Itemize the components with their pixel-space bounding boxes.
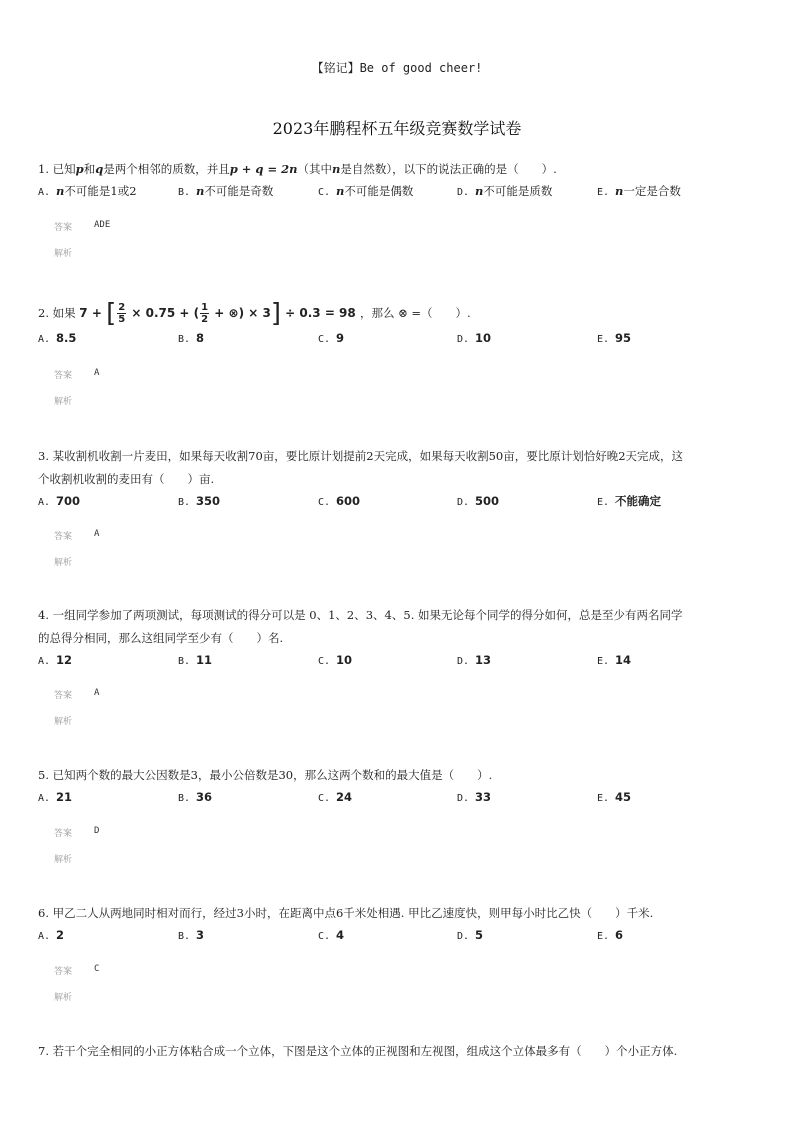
option-label: E. (597, 187, 610, 198)
stem-text: 个收割机收割的麦田有（ ）亩. (38, 472, 215, 486)
option-c (318, 491, 360, 513)
option-text: 95 (615, 331, 632, 345)
options (38, 650, 738, 670)
option-text: 45 (615, 790, 632, 804)
analysis-label: 解析 (54, 993, 73, 1003)
option-a (38, 328, 76, 350)
question-stem (38, 1040, 738, 1063)
page-title: 2023年鹏程杯五年级竞赛数学试卷 (272, 119, 522, 138)
bracket-close: ] (270, 298, 281, 329)
option-c (318, 181, 413, 203)
options (38, 491, 738, 511)
options (38, 181, 738, 201)
option-label: B. (178, 334, 191, 345)
numerator: 1 (201, 302, 209, 313)
option-label: B. (178, 793, 191, 804)
option-text: 14 (615, 653, 632, 667)
option-d (457, 491, 499, 513)
question-number: 3. (38, 449, 49, 463)
option-text: 12 (56, 653, 73, 667)
option-text: 不可能是奇数 (204, 184, 274, 198)
option-label: D. (457, 334, 470, 345)
math-var-n: n (56, 184, 65, 198)
option-a (38, 181, 137, 203)
option-label: C. (318, 187, 331, 198)
option-label: A. (38, 793, 51, 804)
header-motto: 【铭记】Be of good cheer! (311, 61, 483, 75)
question-number: 4. (38, 608, 49, 622)
denominator: 2 (201, 314, 209, 325)
option-b (178, 491, 220, 513)
stem-text: 是自然数），以下的说法正确的是（ ）. (340, 162, 557, 176)
option-text: 10 (336, 653, 353, 667)
math-var-q: q (95, 162, 104, 176)
numerator: 2 (118, 302, 126, 313)
option-text: 9 (336, 331, 345, 345)
question-number: 5. (38, 768, 49, 782)
option-text: 5 (475, 928, 484, 942)
option-e (597, 491, 661, 513)
question-stem (38, 158, 738, 181)
stem-text: 的总得分相同，那么这组同学至少有（ ）名. (38, 631, 284, 645)
fraction (117, 302, 126, 325)
bracket-open: [ (106, 298, 117, 329)
option-text: 不可能是偶数 (344, 184, 414, 198)
expr-part: × 0.75 + ( (131, 306, 200, 320)
question-stem (38, 445, 738, 491)
question-number: 7. (38, 1044, 49, 1058)
question-4 (38, 604, 738, 727)
option-label: D. (457, 497, 470, 508)
option-e (597, 181, 681, 203)
analysis-label: 解析 (54, 855, 73, 865)
analysis-label: 解析 (54, 717, 73, 727)
option-label: C. (318, 334, 331, 345)
option-text: 700 (56, 494, 81, 508)
option-d (457, 328, 491, 350)
option-label: D. (457, 793, 470, 804)
option-label: D. (457, 656, 470, 667)
math-var-n: n (331, 162, 341, 176)
stem-text: ，那么 ⊗ =（ ）. (359, 306, 471, 320)
option-b (178, 328, 204, 350)
answer-value: A (94, 688, 100, 698)
option-text: 8 (196, 331, 205, 345)
option-text: 不可能是质数 (483, 184, 553, 198)
option-e (597, 328, 631, 350)
question-stem (38, 298, 738, 328)
stem-text: 已知 (52, 162, 76, 176)
option-text: 21 (56, 790, 73, 804)
option-d (457, 650, 491, 672)
option-c (318, 328, 344, 350)
option-a (38, 787, 72, 809)
option-text: 一定是合数 (623, 184, 681, 198)
option-text: 10 (475, 331, 492, 345)
question-3 (38, 445, 738, 568)
option-label: B. (178, 656, 191, 667)
option-text: 600 (336, 494, 361, 508)
stem-text: 是两个相邻的质数，并且 (103, 162, 230, 176)
option-b (178, 925, 204, 947)
option-text: 3 (196, 928, 205, 942)
options (38, 925, 738, 945)
option-label: C. (318, 656, 331, 667)
question-number: 1. (38, 162, 49, 176)
option-label: B. (178, 497, 191, 508)
option-d (457, 181, 552, 203)
option-label: E. (597, 931, 610, 942)
options (38, 328, 738, 348)
option-c (318, 787, 352, 809)
option-b (178, 181, 273, 203)
option-text: 24 (336, 790, 353, 804)
question-stem (38, 902, 738, 925)
math-var-n: n (475, 184, 484, 198)
option-text: 8.5 (56, 331, 77, 345)
stem-text: 甲乙二人从两地同时相对而行，经过3小时，在距离中点6千米处相遇. 甲比乙速度快，则甲每小时比乙快（ ）千米. (52, 906, 654, 920)
answer-label: 答案 (54, 223, 73, 233)
math-expression (79, 298, 360, 329)
option-text: 6 (615, 928, 624, 942)
option-label: A. (38, 931, 51, 942)
option-text: 11 (196, 653, 213, 667)
option-text: 不可能是1或2 (64, 184, 137, 198)
fraction (200, 302, 209, 325)
question-2 (38, 298, 738, 407)
option-label: A. (38, 334, 51, 345)
stem-text: 已知两个数的最大公因数是3，最小公倍数是30，那么这两个数和的最大值是（ ）. (52, 768, 493, 782)
option-a (38, 925, 64, 947)
option-label: A. (38, 656, 51, 667)
math-var-n: n (196, 184, 205, 198)
question-number: 2. (38, 306, 49, 320)
stem-text: 一组同学参加了两项测试，每项测试的得分可以是 0、1、2、3、4、5. 如果无论每个同学的得分如何，总是至少有两名同学 (52, 608, 683, 622)
answer-value: C (94, 964, 100, 974)
option-label: A. (38, 187, 51, 198)
option-label: C. (318, 497, 331, 508)
option-text: 500 (475, 494, 500, 508)
option-label: C. (318, 931, 331, 942)
stem-text: 若干个完全相同的小正方体粘合成一个立体，下图是这个立体的正视图和左视图，组成这个立体最多有（ ）个小正方体. (52, 1044, 678, 1058)
option-label: C. (318, 793, 331, 804)
expr-part: + ⊗) × 3 (214, 306, 271, 320)
answer-label: 答案 (54, 691, 73, 701)
question-7 (38, 1040, 738, 1063)
option-b (178, 650, 212, 672)
math-equation: p + q = 2n (229, 162, 298, 176)
option-text: 36 (196, 790, 213, 804)
analysis-label: 解析 (54, 397, 73, 407)
option-text: 350 (196, 494, 221, 508)
question-stem (38, 764, 738, 787)
option-label: E. (597, 656, 610, 667)
option-label: E. (597, 497, 610, 508)
stem-text: 某收割机收割一片麦田，如果每天收割70亩，要比原计划提前2天完成，如果每天收割50亩，要比原计划恰好晚2天完成，这 (52, 449, 684, 463)
option-c (318, 925, 344, 947)
option-e (597, 650, 631, 672)
option-text: 13 (475, 653, 492, 667)
option-label: E. (597, 334, 610, 345)
expr-part: ÷ 0.3 = 98 (285, 306, 356, 320)
math-var-p: p (75, 162, 84, 176)
denominator: 5 (118, 314, 126, 325)
question-6 (38, 902, 738, 1003)
option-b (178, 787, 212, 809)
math-var-n: n (615, 184, 624, 198)
question-5 (38, 764, 738, 865)
answer-value: D (94, 826, 100, 836)
question-stem (38, 604, 738, 650)
answer-label: 答案 (54, 967, 73, 977)
stem-text: 和 (83, 162, 96, 176)
option-a (38, 650, 72, 672)
option-d (457, 787, 491, 809)
answer-value: A (94, 529, 100, 539)
question-number: 6. (38, 906, 49, 920)
stem-text: 如果 (52, 306, 76, 320)
option-label: E. (597, 793, 610, 804)
analysis-label: 解析 (54, 558, 73, 568)
answer-label: 答案 (54, 829, 73, 839)
option-text: 不能确定 (615, 494, 662, 508)
stem-text: （其中 (297, 162, 332, 176)
option-text: 33 (475, 790, 492, 804)
option-label: D. (457, 931, 470, 942)
option-d (457, 925, 483, 947)
option-e (597, 925, 623, 947)
options (38, 787, 738, 807)
answer-label: 答案 (54, 371, 73, 381)
option-label: D. (457, 187, 470, 198)
answer-value: A (94, 368, 100, 378)
option-text: 4 (336, 928, 345, 942)
option-label: A. (38, 497, 51, 508)
option-label: B. (178, 187, 191, 198)
option-a (38, 491, 80, 513)
answer-label: 答案 (54, 532, 73, 542)
option-c (318, 650, 352, 672)
question-1 (38, 158, 738, 259)
option-e (597, 787, 631, 809)
expr-part: 7 + (79, 306, 102, 320)
math-var-n: n (336, 184, 345, 198)
answer-value: ADE (94, 220, 111, 230)
analysis-label: 解析 (54, 249, 73, 259)
option-text: 2 (56, 928, 65, 942)
option-label: B. (178, 931, 191, 942)
